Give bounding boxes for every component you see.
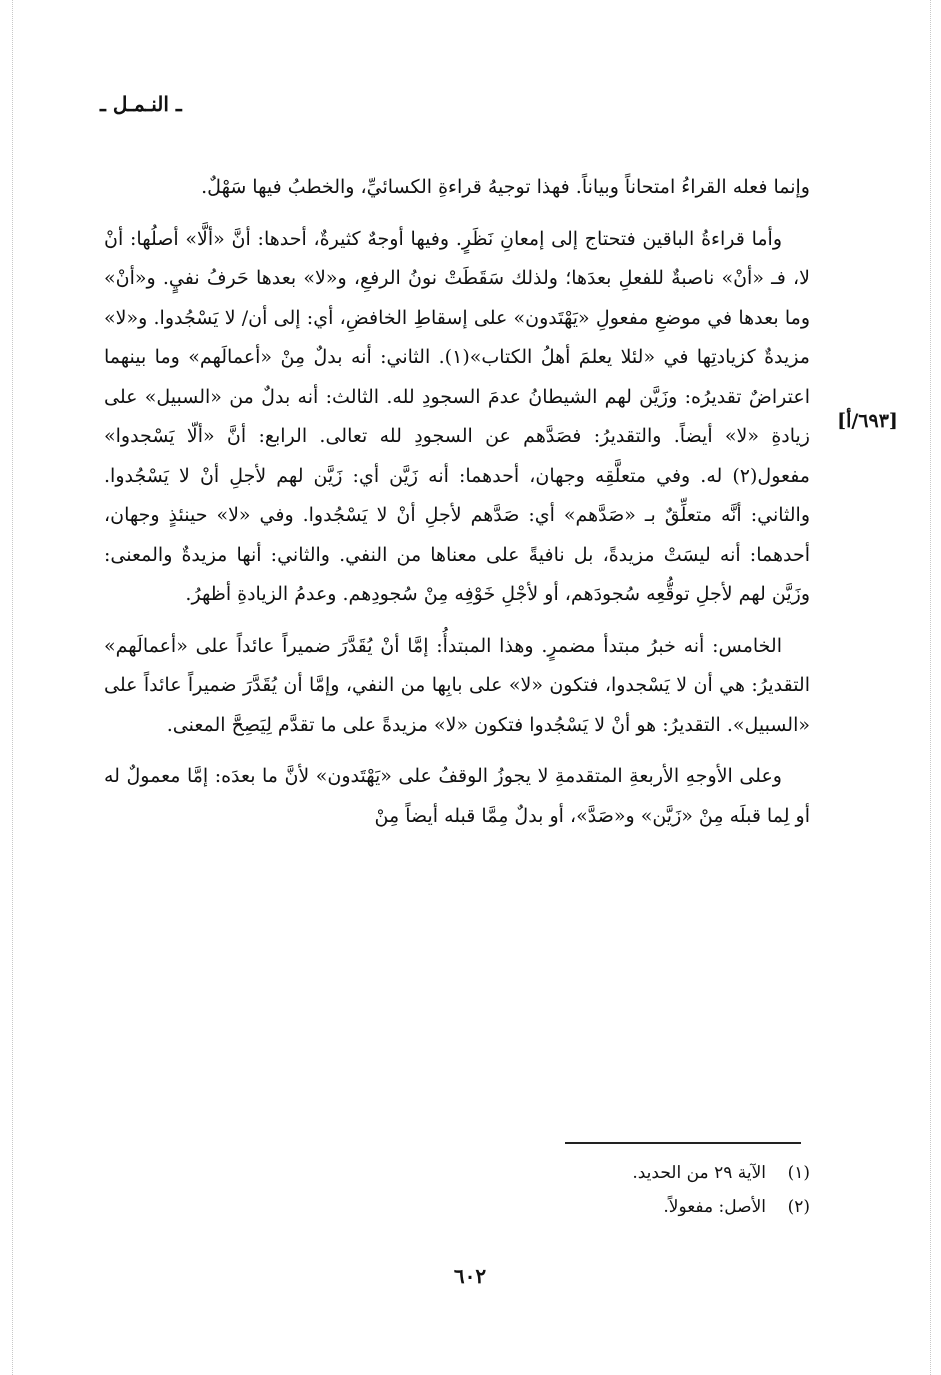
- footnote: [380, 1190, 810, 1224]
- footnotes: [380, 1156, 810, 1224]
- scan-edge-right: [930, 0, 931, 1375]
- paragraph: وأما قراءةُ الباقين فتحتاج إلى إمعانِ نَظَرٍ. وفيها أوجهٌ كثيرةٌ، أحدها: أنَّ «ألَّا» أصلُها: أنْ لا، فـ «أنْ» ناصبةٌ للفعلِ بعدَها؛ ولذلك سَقَطَتْ نونُ الرفعِ، و«لا» بعدها حَرفُ نفيٍ. و«أنْ» وما بعدها في موضعِ مفعولِ «يَهْتَدون» على إسقاطِ الخافضِ، أي: إلى أن/ لا يَسْجُدوا. و«لا» مزيدةٌ كزيادتِها في «لئلا يعلمَ أهلُ الكتاب»(١). الثاني: أنه بدلٌ مِنْ «أعمالَهم» وما بينهما اعتراضٌ تقديرُه: وزَيَّن لهم الشيطانُ عدمَ السجودِ لله. الثالث: أنه بدلٌ من «السبيل» على زيادةِ «لا» أيضاً. والتقديرُ: فصَدَّهم عن السجودِ لله تعالى. الرابع: أنَّ «ألّا يَسْجدوا» مفعول(٢) له. وفي متعلَّقِه وجهان، أحدهما: أنه زَيَّن أي: زَيَّن لهم لأجلِ أنْ لا يَسْجُدوا. والثاني: أنَّه متعلِّقٌ بـ «صَدَّهم» أي: صَدَّهم لأجلِ أنْ لا يَسْجُدوا. وفي «لا» حينئذٍ وجهان، أحدهما: أنه ليسَتْ مزيدةً، بل نافيةً على معناها من النفي. والثاني: أنها مزيدةٌ والمعنى: وزَيَّن لهم لأجلِ توقُّعِه سُجودَهم، أو لأجْلِ خَوْفِه مِنْ سُجودِهم. وعدمُ الزيادةِ أظهرُ.: [104, 227, 810, 605]
- footnote-text: الأصل: مفعولاً.: [663, 1197, 766, 1217]
- page-number: ٦٠٢: [453, 1264, 487, 1288]
- footnote-number: (١): [787, 1163, 810, 1183]
- paragraph: وإنما فعله القراءُ امتحاناً وبياناً. فهذا توجيهُ قراءةِ الكسائيِّ، والخطبُ فيها سَهْلٌ.: [201, 176, 810, 198]
- footnote-separator: [565, 1142, 801, 1144]
- footnote: [380, 1156, 810, 1190]
- running-head: ـ النـمـل ـ: [100, 92, 182, 116]
- paragraph: الخامس: أنه خبرُ مبتدأ مضمرٍ. وهذا المبتدأُ: إمَّا أنْ يُقَدَّرَ ضميراً عائداً على «أعمالَهم» التقديرُ: هي أن لا يَسْجدوا، فتكون «لا» على بابِها من النفي، وإمَّا أن يُقَدَّرَ ضميراً عائداً على «السبيل». التقديرُ: هو أنْ لا يَسْجُدوا فتكون «لا» مزيدةً على ما تقدَّم لِيَصِحَّ المعنى.: [104, 634, 810, 736]
- manuscript-folio-marker: [٦٩٣/أ]: [837, 410, 898, 432]
- scan-edge-left: [12, 0, 13, 1375]
- body-text: [104, 168, 810, 848]
- paragraph: وعلى الأوجهِ الأربعةِ المتقدمةِ لا يجوزُ الوقفُ على «يَهْتَدون» لأنَّ ما بعدَه: إمَّا معمولٌ له أو لِما قبلَه مِنْ «زَيَّن» و«صَدَّ»، أو بدلٌ مِمَّا قبله أيضاً مِنْ: [104, 765, 810, 827]
- footnote-number: (٢): [787, 1197, 810, 1217]
- footnote-text: الآية ٢٩ من الحديد.: [632, 1163, 766, 1183]
